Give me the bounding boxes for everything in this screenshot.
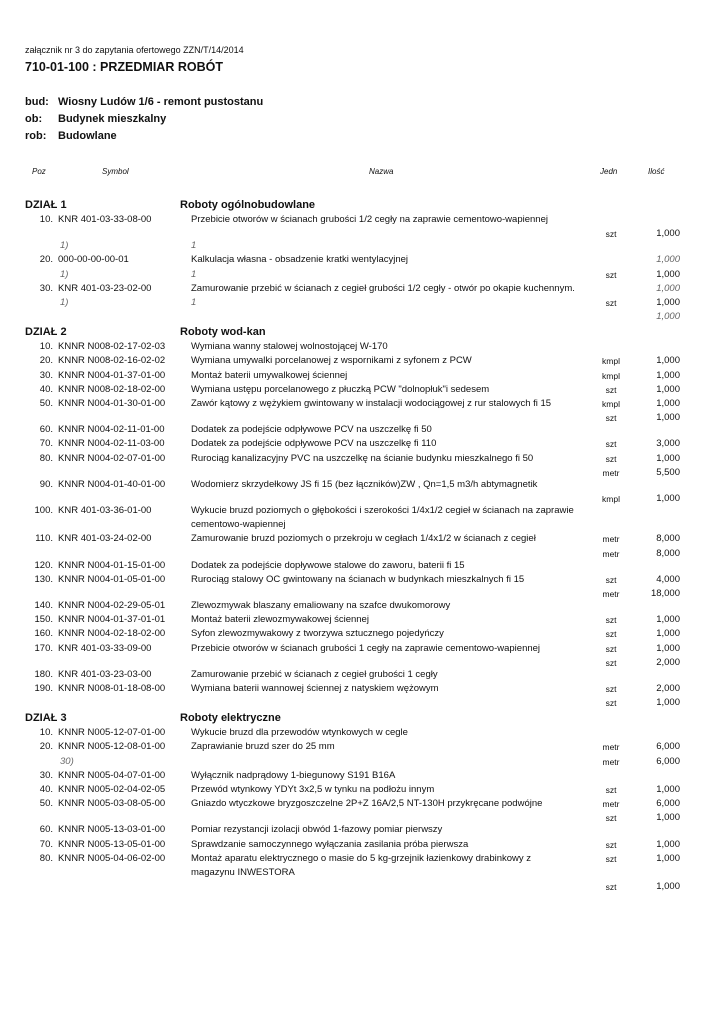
cell-nazwa: Dodatek za podejście odpływowe PCV na uszczelkę fi 110: [191, 438, 437, 450]
cost-estimate-table: [0, 195, 724, 893]
column-header-ilosc: Ilość: [648, 167, 665, 176]
cell-ilosc: 1,000: [656, 493, 680, 505]
cell-jedn: szt: [605, 853, 617, 864]
cell-poz: 70.: [39, 838, 53, 850]
column-header-poz: Poz: [32, 167, 46, 176]
section-title: Roboty wod-kan: [180, 326, 266, 339]
table-row: [0, 253, 724, 280]
cell-ilosc: 1,000: [656, 311, 680, 323]
cell-jedn: szt: [605, 882, 617, 893]
cell-poz: 190.: [34, 683, 53, 695]
cell-poz: 60.: [39, 424, 53, 436]
section-label: DZIAŁ 3: [25, 712, 67, 725]
cell-ilosc: 1,000: [656, 383, 680, 395]
cell-nazwa: Rurociąg kanalizacyjny PVC na uszczelkę na ścianie budynku mieszkalnego fi 50: [191, 452, 534, 464]
cell-jedn: szt: [605, 839, 617, 850]
section-title: Roboty ogólnobudowlane: [180, 199, 316, 211]
meta-key: ob:: [25, 113, 43, 125]
cell-jedn: szt: [605, 684, 617, 695]
cell-symbol: KNNR N005-02-04-02-05: [58, 784, 166, 796]
cell-poz: 30.: [39, 282, 53, 294]
cell-jedn: szt: [605, 813, 617, 824]
cell-nazwa: Dodatek za podejście odpływowe PCV na uszczelkę fi 50: [191, 424, 432, 436]
cell-jedn: szt: [605, 384, 617, 395]
cell-symbol: 000-00-00-00-01: [58, 254, 129, 266]
cell-jedn: kmpl: [602, 356, 620, 367]
cell-nazwa: Wykucie bruzd dla przewodów wtynkowych w cegle: [191, 727, 408, 739]
meta-row-ob: [25, 111, 263, 128]
table-row: [0, 682, 724, 709]
cell-jedn: szt: [605, 629, 617, 640]
cell-symbol: 1): [60, 240, 69, 252]
cell-ilosc: 1,000: [656, 852, 680, 864]
cell-nazwa: Zamurowanie bruzd poziomych o przekroju w cegłach 1/4x1/2 w ścianach z cegieł: [191, 533, 536, 545]
cell-jedn: szt: [605, 269, 617, 280]
cell-symbol: KNNR N005-03-08-05-00: [58, 798, 166, 810]
cell-symbol: KNNR N004-02-07-01-00: [58, 452, 166, 464]
cell-symbol: KNNR N004-02-29-05-01: [58, 600, 166, 612]
row-spacer: [0, 310, 724, 322]
cell-ilosc: 4,000: [656, 573, 680, 585]
cell-ilosc: 2,000: [656, 683, 680, 695]
cell-symbol: KNNR N004-02-18-02-00: [58, 628, 166, 640]
cell-ilosc: 1,000: [656, 355, 680, 367]
meta-row-bud: [25, 94, 263, 111]
cell-nazwa: Montaż baterii umywalkowej ściennej: [191, 369, 348, 381]
cell-ilosc: 1,000: [656, 282, 680, 294]
cell-nazwa: Zlewozmywak blaszany emaliowany na szafce dwukomorowy: [191, 600, 451, 612]
cell-nazwa: Rurociąg stalowy OC gwintowany na ścianach w budynkach mieszkalnych fi 15: [191, 573, 525, 585]
cell-nazwa: 1: [191, 240, 197, 252]
cell-poz: 40.: [39, 784, 53, 796]
cell-jedn: metr: [602, 467, 620, 478]
cell-ilosc: 1,000: [656, 228, 680, 240]
cell-symbol: KNNR N004-01-37-01-00: [58, 369, 166, 381]
cell-ilosc: 1,000: [656, 812, 680, 824]
cell-ilosc: 1,000: [656, 838, 680, 850]
cell-jedn: metr: [602, 799, 620, 810]
cell-nazwa: Wymiana umywalki porcelanowej z wspornikami z syfonem z PCW: [191, 355, 472, 367]
cell-jedn: kmpl: [602, 399, 620, 410]
cell-symbol: 1): [60, 297, 69, 309]
table-row: [0, 642, 724, 668]
cell-symbol: KNNR N008-02-17-02-03: [58, 341, 166, 353]
cell-jedn: szt: [605, 439, 617, 450]
cell-ilosc: 6,000: [656, 741, 680, 753]
cell-poz: 70.: [39, 438, 53, 450]
cell-ilosc: 8,000: [656, 547, 680, 559]
section-header: [0, 197, 724, 213]
cell-symbol: KNNR N004-02-11-01-00: [58, 424, 165, 436]
meta-row-rob: [25, 128, 263, 145]
cell-symbol: KNNR N005-12-08-01-00: [58, 741, 166, 753]
cell-nazwa: Dodatek za podejście dopływowe stalowe do zaworu, baterii fi 15: [191, 559, 465, 571]
cell-symbol: KNNR N004-01-30-01-00: [58, 398, 166, 410]
cell-jedn: szt: [605, 453, 617, 464]
cell-symbol: KNNR N008-02-18-02-00: [58, 383, 166, 395]
footnote-row: [0, 755, 724, 769]
table-row: [0, 797, 724, 824]
cell-poz: 20.: [39, 355, 53, 367]
cell-jedn: metr: [602, 589, 620, 600]
cell-poz: 100.: [34, 505, 53, 517]
cell-nazwa: Syfon zlewozmywakowy z tworzywa sztucznego pojedyńczy: [191, 628, 444, 640]
cell-symbol: KNNR N005-04-06-02-00: [58, 852, 166, 864]
cell-poz: 160.: [34, 628, 53, 640]
cell-nazwa: 1: [191, 297, 197, 309]
cell-symbol: 1): [60, 268, 69, 280]
cell-symbol: KNNR N004-01-05-01-00: [58, 573, 166, 585]
column-header-nazwa: Nazwa: [369, 167, 394, 176]
cell-poz: 10.: [39, 214, 53, 225]
table-row: [0, 573, 724, 600]
cell-nazwa: Wodomierz skrzydełkowy JS fi 15 (bez łączników)ZW , Qn=1,5 m3/h abtymagnetik: [191, 478, 538, 490]
cell-nazwa: Wymiana wanny stalowej wolnostojącej W-170: [191, 341, 388, 353]
cell-poz: 20.: [39, 254, 53, 266]
cell-poz: 10.: [39, 341, 53, 353]
meta-key: rob:: [25, 130, 47, 142]
cell-poz: 50.: [39, 398, 53, 410]
cell-nazwa: Gniazdo wtyczkowe bryzgoszczelne 2P+Z 16A/2,5 NT-130H przykręcane podwójne: [191, 798, 543, 810]
cell-nazwa: Przewód wtynkowy YDYt 3x2,5 w tynku na podłożu innym: [191, 784, 435, 796]
cell-nazwa: Sprawdzanie samoczynnego wyłączania zasilania próba pierwsza: [191, 838, 469, 850]
cell-ilosc: 1,000: [656, 297, 680, 309]
cell-ilosc: 1,000: [656, 784, 680, 796]
cell-nazwa: Przebicie otworów w ścianach grubości 1 cegły na zaprawie cementowo-wapiennej: [191, 642, 541, 654]
cell-jedn: szt: [605, 298, 617, 309]
cell-symbol: KNNR N008-02-16-02-02: [58, 355, 166, 367]
cell-jedn: metr: [602, 548, 620, 559]
cell-poz: 30.: [39, 769, 53, 781]
document-title: 710-01-100 : PRZEDMIAR ROBÓT: [25, 60, 223, 74]
cell-poz: 150.: [34, 614, 53, 626]
meta-key: bud:: [25, 96, 49, 108]
cell-ilosc: 6,000: [656, 755, 680, 767]
cell-nazwa: Wykucie bruzd poziomych o głębokości i szerokości 1/4x1/2 cegieł w ścianach na zaprawie cementowo-wapiennej: [191, 505, 574, 531]
cell-ilosc: 1,000: [656, 614, 680, 626]
section-header: [0, 710, 724, 726]
cell-nazwa: Zamurowanie przebić w ścianach z cegieł grubości 1 cegły: [191, 668, 438, 680]
cell-jedn: metr: [602, 742, 620, 753]
table-row: [0, 852, 724, 893]
cell-poz: 170.: [34, 642, 53, 654]
cell-ilosc: 8,000: [656, 533, 680, 545]
cell-poz: 60.: [39, 824, 53, 836]
cell-poz: 80.: [39, 452, 53, 464]
table-row: [0, 478, 724, 505]
table-row: [0, 397, 724, 424]
cell-nazwa: Montaż aparatu elektrycznego o masie do 5 kg-grzejnik łazienkowy drabinkowy z magazynu INWESTORA: [191, 852, 532, 879]
cell-jedn: szt: [605, 698, 617, 709]
table-row: [0, 213, 724, 240]
cell-jedn: szt: [605, 643, 617, 654]
project-meta: [25, 94, 263, 145]
cell-symbol: KNNR N005-13-05-01-00: [58, 838, 166, 850]
cell-poz: 50.: [39, 798, 53, 810]
cell-ilosc: 2,000: [656, 656, 680, 668]
column-header-row: [0, 167, 724, 179]
cell-nazwa: 1: [191, 268, 197, 280]
cell-symbol: KNNR N004-01-40-01-00: [58, 478, 166, 490]
cell-nazwa: Zawór kątowy z wężykiem gwintowany w instalacji wodociągowej z rur stalowych fi 15: [191, 398, 552, 410]
footnote-row: [0, 296, 724, 323]
cell-symbol: KNNR N004-01-15-01-00: [58, 559, 166, 571]
cell-symbol: KNNR N005-04-07-01-00: [58, 769, 166, 781]
cell-poz: 80.: [39, 852, 53, 864]
cell-jedn: szt: [605, 413, 617, 424]
cell-symbol: KNR 401-03-23-03-00: [58, 668, 152, 680]
cell-symbol: KNR 401-03-23-02-00: [58, 282, 152, 294]
column-header-symbol: Symbol: [102, 167, 129, 176]
cell-symbol: 30): [60, 755, 74, 767]
cell-jedn: metr: [602, 534, 620, 545]
cell-ilosc: 3,000: [656, 438, 680, 450]
cell-symbol: KNNR N005-12-07-01-00: [58, 727, 166, 739]
cell-jedn: szt: [605, 574, 617, 585]
meta-value: Budynek mieszkalny: [58, 113, 167, 125]
cell-poz: 20.: [39, 741, 53, 753]
cell-symbol: KNR 401-03-24-02-00: [58, 533, 152, 545]
cell-ilosc: 1,000: [656, 452, 680, 464]
table-row: [0, 282, 724, 309]
cell-symbol: KNR 401-03-36-01-00: [58, 505, 152, 517]
cell-jedn: metr: [602, 756, 620, 767]
section-title: Roboty elektryczne: [180, 712, 281, 725]
cell-symbol: KNR 401-03-33-09-00: [58, 642, 152, 654]
table-row: [0, 532, 724, 559]
meta-value: Budowlane: [58, 130, 117, 142]
cell-ilosc: 1,000: [656, 628, 680, 640]
cell-jedn: kmpl: [602, 370, 620, 381]
cell-ilosc: 1,000: [656, 642, 680, 654]
table-row: [0, 452, 724, 478]
cell-poz: 140.: [34, 600, 53, 612]
cell-ilosc: 1,000: [656, 254, 680, 266]
cell-ilosc: 1,000: [656, 697, 680, 709]
attachment-note: załącznik nr 3 do zapytania ofertowego ZZN/T/14/2014: [25, 45, 244, 55]
cell-poz: 10.: [39, 727, 53, 739]
cell-nazwa: Wyłącznik nadprądowy 1-biegunowy S191 B16A: [191, 769, 396, 781]
cell-symbol: KNR 401-03-33-08-00: [58, 214, 152, 225]
cell-poz: 130.: [34, 573, 53, 585]
cell-ilosc: 1,000: [656, 398, 680, 410]
cell-nazwa: Pomiar rezystancji izolacji obwód 1-fazowy pomiar pierwszy: [191, 824, 443, 836]
cell-ilosc: 1,000: [656, 369, 680, 381]
cell-ilosc: 1,000: [656, 412, 680, 424]
section-header: [0, 324, 724, 340]
cell-ilosc: 5,500: [656, 466, 680, 478]
cell-nazwa: Wymiana baterii wannowej ściennej z natyskiem wężowym: [191, 683, 439, 695]
cell-nazwa: Przebicie otworów w ścianach grubości 1/2 cegły na zaprawie cementowo-wapiennej: [191, 214, 548, 225]
cell-jedn: kmpl: [602, 494, 620, 505]
cell-poz: 40.: [39, 383, 53, 395]
section-label: DZIAŁ 1: [25, 199, 67, 211]
cell-poz: 30.: [39, 369, 53, 381]
cell-nazwa: Wymiana ustępu porcelanowego z płuczką PCW "dolnopłuk"i sedesem: [191, 383, 490, 395]
cell-symbol: KNNR N004-02-11-03-00: [58, 438, 165, 450]
cell-ilosc: 6,000: [656, 798, 680, 810]
cell-nazwa: Montaż baterii zlewozmywakowej ściennej: [191, 614, 369, 626]
cell-nazwa: Zaprawianie bruzd szer do 25 mm: [191, 741, 335, 753]
section-label: DZIAŁ 2: [25, 326, 67, 339]
cell-symbol: KNNR N005-13-03-01-00: [58, 824, 166, 836]
cell-ilosc: 18,000: [650, 588, 680, 600]
cell-ilosc: 1,000: [656, 268, 680, 280]
cell-poz: 120.: [34, 559, 53, 571]
cell-poz: 110.: [35, 533, 53, 545]
column-header-jedn: Jedn: [600, 167, 618, 176]
cell-jedn: szt: [605, 785, 617, 796]
cell-jedn: szt: [605, 615, 617, 626]
cell-poz: 180.: [34, 668, 53, 680]
cell-ilosc: 1,000: [656, 881, 680, 893]
cell-nazwa: Kalkulacja własna - obsadzenie kratki wentylacyjnej: [191, 254, 409, 266]
cell-nazwa: Zamurowanie przebić w ścianach z cegieł grubości 1/2 cegły - otwór po okapie kuchennym.: [191, 282, 575, 294]
cell-jedn: szt: [605, 657, 617, 668]
cell-jedn: szt: [605, 229, 617, 240]
cell-symbol: KNNR N008-01-18-08-00: [58, 683, 166, 695]
cell-symbol: KNNR N004-01-37-01-01: [58, 614, 166, 626]
meta-value: Wiosny Ludów 1/6 - remont pustostanu: [58, 96, 264, 108]
cell-poz: 90.: [39, 478, 53, 490]
